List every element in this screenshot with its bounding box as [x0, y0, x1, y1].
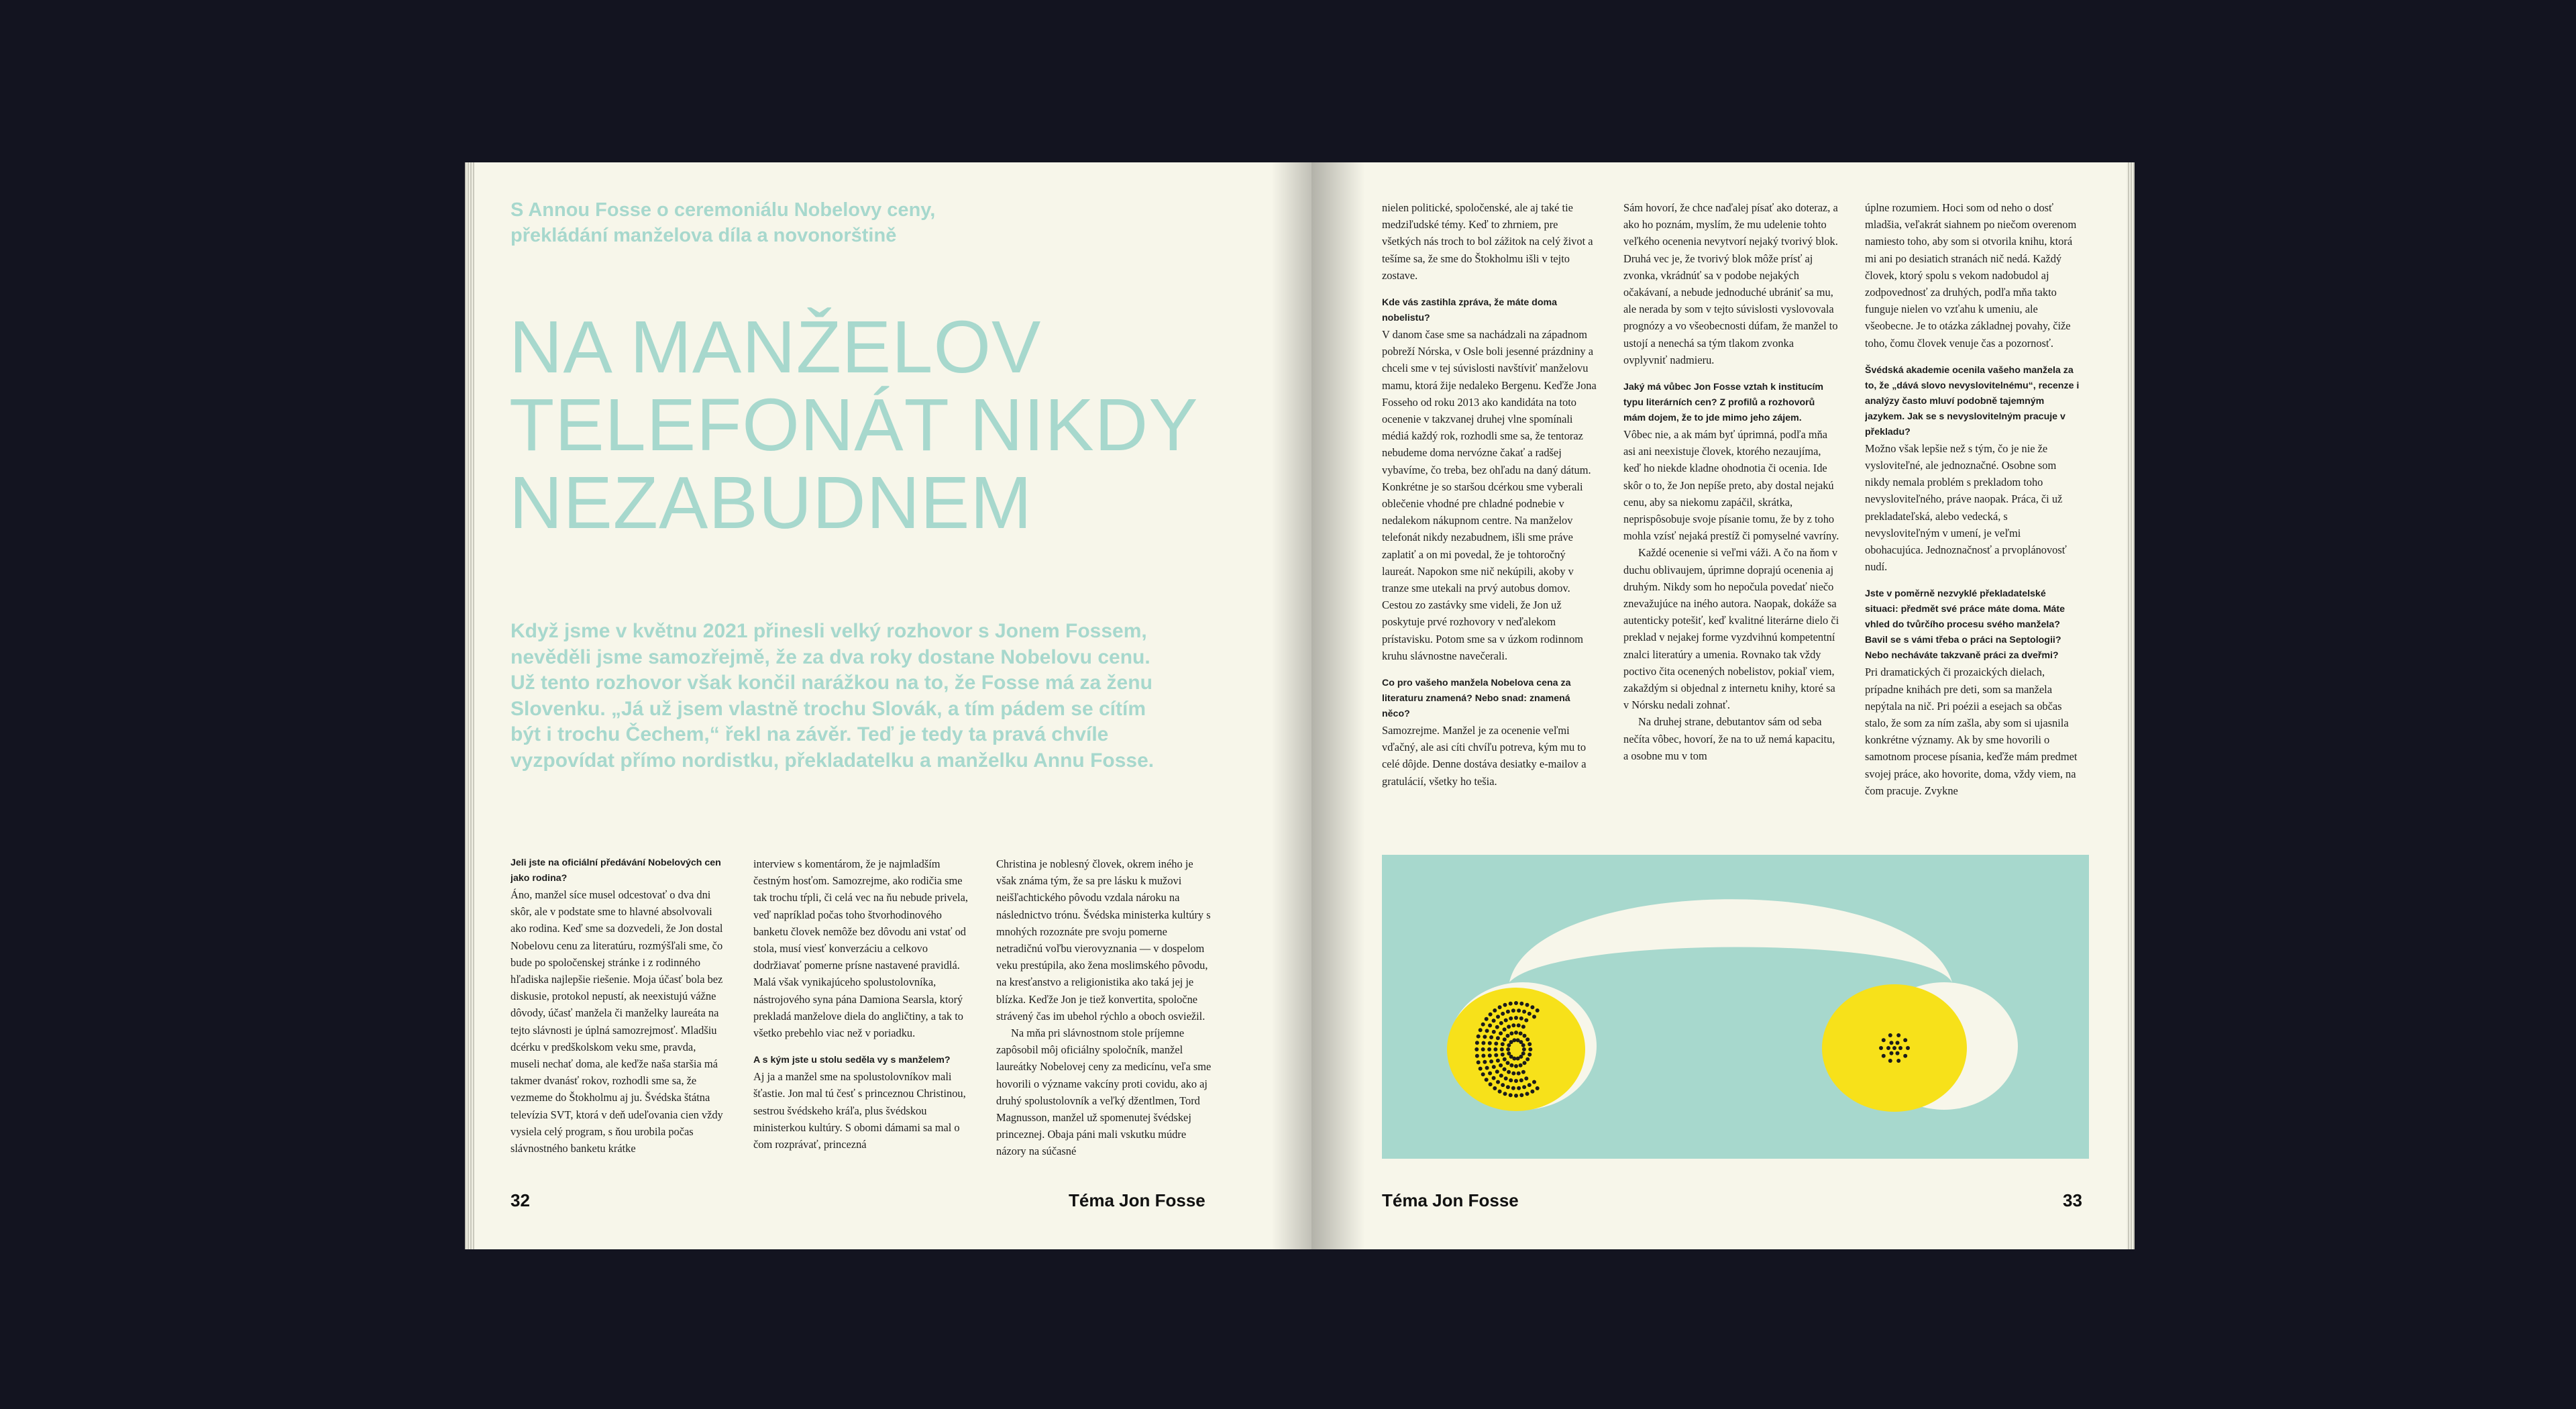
earpiece-hole: [1514, 1016, 1518, 1020]
earpiece-hole: [1496, 1036, 1500, 1040]
earpiece-hole: [1530, 1090, 1534, 1094]
earpiece-hole: [1507, 1051, 1511, 1055]
left-page: [465, 162, 1311, 1249]
earpiece-hole: [1503, 1027, 1507, 1031]
earpiece-hole: [1495, 1025, 1499, 1029]
earpiece: [1447, 988, 1585, 1111]
earpiece-hole: [1522, 1085, 1526, 1089]
interview-answer: Samozrejme. Manžel je za ocenenie veľmi vďačný, ale asi cíti chvíľu potreva, kým mu to celé dôjde. Denne dostáva desiatky e-mailov a gratulácií, všetky ho tešia.: [1382, 724, 1587, 788]
earpiece-hole: [1481, 1072, 1485, 1076]
handset-body: [1509, 899, 1952, 982]
earpiece-hole: [1503, 1067, 1507, 1072]
earpiece-hole: [1494, 1041, 1498, 1045]
earpiece-hole: [1475, 1041, 1479, 1045]
earpiece-hole: [1489, 1035, 1493, 1039]
earpiece-hole: [1496, 1080, 1500, 1084]
earpiece-hole: [1519, 1063, 1523, 1067]
earpiece-hole: [1492, 1019, 1496, 1023]
interview-answer: Vôbec nie, a ak mám byť úprimná, podľa mňa asi ani neexistuje človek, ktorého nezaujíma, keď ho niekde kladne ohodnotia či ocenia. Ide skôr o to, že Jon nepíše preto, aby dostal nejakú cenu, aby sa niekomu zapáčil, skrátka, neprispôsobuje svoje písanie tomu, že by z toho mohla vzísť nejaká prestíž či pomyselné vavríny.: [1623, 428, 1839, 543]
earpiece-hole: [1517, 1072, 1521, 1076]
earpiece-hole: [1493, 1086, 1497, 1090]
interview-answer: Každé ocenenie si veľmi váži. A čo na ňom v duchu oblivaujem, úprimne doprajú ocenenia aj druhým. Nikdy som ho nepočula povedať niečo znevažujúce na iného autora. Naopak, dokáže sa autenticky potešiť, keď kvalitné literárne dielo či preklad v nejakej forme vyzdvihnú kompetentní znalci literatúry a umenia. Rovnako tak vždy poctivo čita ocenených nobelistov, pokiaľ viem, zakaždým si objednal z internetu knihy, ktoré sa v Nórsku nedali zohnať.: [1623, 546, 1839, 712]
earpiece-hole: [1504, 1076, 1508, 1080]
earpiece-hole: [1523, 1061, 1527, 1065]
earpiece-hole: [1507, 1070, 1511, 1074]
earpiece-hole: [1525, 1092, 1529, 1096]
earpiece-hole: [1481, 1054, 1485, 1058]
earpiece-hole: [1528, 1047, 1532, 1051]
mouthpiece-hole: [1898, 1046, 1902, 1050]
mouthpiece-hole: [1882, 1054, 1886, 1058]
earpiece-hole: [1501, 1083, 1505, 1087]
left-column-1: [511, 855, 727, 1157]
earpiece-hole: [1522, 1047, 1526, 1051]
earpiece-hole: [1506, 1085, 1510, 1089]
earpiece-hole: [1527, 1053, 1532, 1057]
earpiece-hole: [1488, 1023, 1492, 1027]
earpiece-hole: [1481, 1023, 1485, 1027]
earpiece-hole: [1485, 1029, 1489, 1033]
earpiece-hole: [1511, 1072, 1515, 1076]
earpiece-hole: [1523, 1034, 1527, 1038]
interview-answer: Na druhej strane, debutantov sám od seba nečíta vôbec, hovorí, že na to už nemá kapacitu, a osobne mu v tom: [1623, 715, 1835, 762]
earpiece-hole: [1519, 1093, 1523, 1097]
earpiece-hole: [1507, 1025, 1511, 1029]
earpiece-hole: [1519, 1016, 1523, 1021]
interview-answer: Pri dramatických či prozaických dielach, prípadne knihách pre deti, som sa manžela nepýtala na nič. Pri poézii a esejach sa občas stalo, že som za ním zašla, aby som si ujasnila konkrétne významy. Ak by sme hovorili o samotnom procese písania, keďže mám predmet svojej práce, ako hovorite, doma, vždy viem, na čom pracuje. Zvykne: [1865, 666, 2078, 797]
earpiece-hole: [1514, 1001, 1518, 1005]
earpiece-hole: [1493, 1047, 1497, 1051]
earpiece-hole: [1536, 1086, 1540, 1090]
earpiece-hole: [1496, 1059, 1500, 1063]
earpiece-hole: [1509, 1093, 1513, 1097]
earpiece-hole: [1514, 1064, 1518, 1068]
earpiece-hole: [1477, 1035, 1481, 1039]
earpiece-hole: [1496, 1014, 1500, 1019]
earpiece-hole: [1521, 1043, 1525, 1047]
earpiece-hole: [1524, 1076, 1528, 1080]
earpiece-hole: [1474, 1047, 1479, 1051]
earpiece-hole: [1512, 1038, 1516, 1042]
earpiece-hole: [1509, 1031, 1513, 1035]
earpiece-hole: [1532, 1014, 1536, 1019]
earpiece-hole: [1509, 1078, 1513, 1082]
interview-question: Jeli jste na oficiální předávání Nobelových cen jako rodina?: [511, 857, 721, 884]
earpiece-hole: [1498, 1005, 1502, 1009]
article-subtitle: S Annou Fosse o ceremoniálu Nobelovy ceny, překládání manželova díla a novonorštině: [511, 199, 936, 246]
right-column-2: [1623, 199, 1839, 798]
earpiece-hole: [1475, 1054, 1479, 1058]
mouthpiece-hole: [1906, 1046, 1910, 1050]
earpiece-hole: [1485, 1017, 1489, 1021]
earpiece-hole: [1499, 1031, 1503, 1035]
mouthpiece-hole: [1892, 1046, 1896, 1050]
earpiece-hole: [1485, 1078, 1489, 1082]
earpiece-hole: [1488, 1053, 1492, 1057]
mouthpiece-hole: [1890, 1051, 1894, 1055]
interview-answer: Možno však lepšie než s tým, čo je nie že vysloviteľné, ale jednoznačné. Osobne som nikdy nemala problém s prekladom toho nevysloviteľného, práve naopak. Práca, či už prekladateľská, alebo vedecká, s nevysloviteľným v umení, je veľmi obohacujúca. Jednoznačnosť a prvoplánovosť nudí.: [1865, 441, 2067, 574]
earpiece-hole: [1503, 1092, 1507, 1096]
earpiece-hole: [1514, 1031, 1518, 1035]
earpiece-hole: [1485, 1066, 1489, 1070]
mouthpiece-hole: [1896, 1041, 1900, 1045]
earpiece-hole: [1517, 1008, 1521, 1012]
earpiece-hole: [1514, 1079, 1518, 1083]
telephone-handset-illustration: [1382, 855, 2089, 1159]
page-number: 33: [2063, 1190, 2082, 1210]
earpiece-hole: [1483, 1060, 1487, 1064]
earpiece-hole: [1479, 1067, 1483, 1071]
earpiece-hole: [1504, 1019, 1508, 1023]
left-column-2: [753, 855, 969, 1157]
earpiece-hole: [1489, 1059, 1493, 1063]
earpiece-hole: [1511, 1086, 1515, 1090]
mouthpiece-hole: [1890, 1041, 1894, 1045]
earpiece-hole: [1501, 1053, 1505, 1057]
earpiece-hole: [1509, 1063, 1513, 1067]
earpiece-hole: [1494, 1053, 1498, 1057]
earpiece-hole: [1527, 1042, 1532, 1046]
mouthpiece-hole: [1903, 1038, 1907, 1042]
earpiece-hole: [1509, 1016, 1513, 1021]
interview-answer: úplne rozumiem. Hoci som od neho o dosť mladšia, veľakrát siahnem po niečom overenom namiesto toho, aby som si otvorila knihu, ktorá mi ani po desiatich stranách nič nedá. Každý človek, ktorý spolu s vekom nadobudol aj zodpovednosť za druhých, podľa mňa takto funguje nielen vo vzťahu k umeniu, ale všeobecne. Je to otázka základnej povahy, čiže toho, čomu človek venuje čas a pozornosť.: [1865, 201, 2077, 350]
interview-question: Co pro vašeho manžela Nobelova cena za literaturu znamená? Nebo snad: znamená něco?: [1382, 678, 1571, 720]
earpiece-hole: [1489, 1012, 1493, 1016]
earpiece-hole: [1495, 1069, 1499, 1074]
mouthpiece-hole: [1896, 1051, 1900, 1055]
earpiece-hole: [1500, 1047, 1504, 1051]
mouthpiece-hole: [1903, 1054, 1907, 1058]
right-column-1: [1382, 199, 1598, 798]
interview-answer: Na mňa pri slávnostnom stole príjemne zapôsobil môj oficiálny spoločník, manžel laureátky Nobelovej ceny za medicínu, veľa sme hovorili o význame vakcíny proti covidu, ako aj druhý spolustolovník a veľký džentlmen, Tord Magnusson, manžel už spomenutej švédskej princeznej. Obaja páni mali vskutku múdre názory na súčasné: [996, 1027, 1212, 1157]
earpiece-hole: [1503, 1037, 1507, 1041]
right-page: [1311, 162, 2135, 1249]
interview-question: Švédská akademie ocenila vašeho manžela za to, že „dává slovo nevyslovitelnému“, recenze i analýzy často mluví podobně tajemným jazykem. Jak se s nevyslovitelným pracuje v překladu?: [1865, 364, 2080, 437]
earpiece-hole: [1481, 1041, 1485, 1045]
mouthpiece-hole: [1896, 1033, 1900, 1037]
article-title: NA MANŽELOV TELEFONÁT NIKDY NEZABUDNEM: [509, 306, 1199, 544]
earpiece-hole: [1506, 1061, 1510, 1065]
interview-answer: nielen politické, spoločenské, ale aj také tie medziľudské témy. Keď to zhrniem, pre všetkých nás troch to bol zážitok na celý život a tešíme sa, že sme do Štokholmu išli v tejto zostave.: [1382, 201, 1593, 282]
earpiece-hole: [1498, 1090, 1502, 1094]
earpiece-hole: [1527, 1083, 1532, 1087]
interview-answer: V danom čase sme sa nachádzali na západnom pobreží Nórska, v Osle boli jesenné prázdniny a chceli sme v tej súvislosti navštíviť manželovu mamu, ktorá žije nedaleko Bergenu. Keďže Jona Fosseho od roku 2013 ako kandidáta na toto ocenenie v takzvanej druhej vlne spomínali médiá každý rok, rozhodli sme sa, že tentoraz nebudeme doma nervózne čakať a radšej vybavíme, čo treba, bez ohľadu na daný dátum. Konkrétne je so staršou dcérkou sme vyberali oblečenie vhodné pre chladné podnebie v nedalekom nákupnom centre. Na manželov telefonát nikdy nezabudnem, išli sme práve zaplatiť a on mi povedal, že je tohtoročný laureát. Napokon sme nič nekúpili, akoby v tranze sme utekali na prvý autobus domov. Cestou zo zastávky sme videli, že Jon už poskytuje prvé rozhovory v neďalekom prístavisku. Potom sme sa v úzkom rodinnom kruhu slávnostne navečerali.: [1382, 328, 1597, 662]
earpiece-hole: [1517, 1086, 1521, 1090]
earpiece-hole: [1521, 1070, 1525, 1074]
earpiece-hole: [1499, 1074, 1503, 1078]
earpiece-hole: [1519, 1002, 1523, 1006]
earpiece-hole: [1525, 1037, 1529, 1041]
earpiece-hole: [1509, 1002, 1513, 1006]
running-head: Téma Jon Fosse: [1069, 1190, 1205, 1210]
earpiece-hole: [1516, 1057, 1520, 1061]
earpiece-hole: [1514, 1094, 1518, 1098]
earpiece-hole: [1522, 1010, 1526, 1014]
right-column-3: [1865, 199, 2081, 798]
earpiece-hole: [1511, 1023, 1515, 1027]
earpiece-hole: [1488, 1041, 1492, 1045]
mouthpiece-hole: [1888, 1033, 1892, 1037]
earpiece-hole: [1483, 1035, 1487, 1039]
interview-question: A s kým jste u stolu seděla vy s manželem?: [753, 1055, 951, 1066]
earpiece-hole: [1503, 1057, 1507, 1061]
earpiece-hole: [1519, 1078, 1523, 1082]
earpiece-hole: [1501, 1042, 1505, 1046]
earpiece-hole: [1487, 1047, 1491, 1051]
earpiece-hole: [1525, 1057, 1529, 1061]
earpiece-hole: [1506, 1010, 1510, 1014]
mouthpiece-hole: [1882, 1038, 1886, 1042]
earpiece-hole: [1521, 1025, 1525, 1029]
mouthpiece-hole: [1888, 1059, 1892, 1063]
mouthpiece-hole: [1886, 1046, 1890, 1050]
earpiece-hole: [1489, 1082, 1493, 1086]
earpiece-hole: [1525, 1003, 1529, 1007]
article-lead: Když jsme v květnu 2021 přinesli velký rozhovor s Jonem Fossem, nevěděli jsme samozřejmě, že za dva roky dostane Nobelovu cenu. Už tento rozhovor však končil narážkou na to, že Fosse má za ženu Slovenku. „Já už jsem vlastně trochu Slovák, a tím pádem se cítím být i trochu Čechem,“ řekl na závěr. Teď je tedy ta pravá chvíle vyzpovídat přímo nordistku, překladatelku a manželku Annu Fosse.: [511, 620, 1155, 772]
earpiece-hole: [1481, 1047, 1485, 1051]
interview-answer: Aj ja a manžel sme na spolustolovníkov mali šťastie. Jon mal tú česť s princeznou Christinou, sestrou švédskeho kráľa, plus švédskou ministerkou kultúry. S obomi dámami sa mal o čom rozprávať, princezná: [753, 1070, 966, 1151]
interview-question: Kde vás zastihla zpráva, že máte doma nobelistu?: [1382, 297, 1558, 324]
interview-answer: Christina je noblesný človek, okrem iného je však známa tým, že sa pre lásku k mužovi neišľachtického pôvodu vzdala nároku na následnictvo trónu. Švédska ministerka kultúry s mnohých rozoznáte pre svoju pomerne netradičnú voľbu vierovyznania — v dospelom veku prestúpila, ako žena moslimského pôvodu, na kresťanstvo a religionistika ako taká jej je blízka. Keďže Jon je tiež konvertita, spoločne strávený čas im ubehol rýchlo a oboch osviežil.: [996, 857, 1211, 1023]
earpiece-hole: [1506, 1047, 1510, 1051]
earpiece-hole: [1519, 1031, 1523, 1035]
page-number: 32: [511, 1190, 530, 1210]
left-column-3: [996, 855, 1212, 1157]
interview-answer: Sám hovorí, že chce naďalej písať ako doteraz, a ako ho poznám, myslím, že mu udelenie tohto veľkého ocenenia nevytvorí nejaký tvorivý blok. Druhá vec je, že tvorivý blok môže prísť aj zvonka, vkrádnúť sa v podobe nejakých očakávaní, a nebude jednoduché ubrániť sa mu, ale nerada by som v tejto súvislosti vyslovovala prognózy a vo všeobecnosti dúfam, že manžel to ustojí a nenechá sa tým tlakom zvonka ovplyvniť nadmieru.: [1623, 201, 1838, 366]
earpiece-hole: [1492, 1030, 1496, 1034]
earpiece-hole: [1499, 1063, 1503, 1067]
earpiece-hole: [1479, 1028, 1483, 1032]
earpiece-hole: [1506, 1034, 1510, 1038]
earpiece-hole: [1488, 1072, 1492, 1076]
mouthpiece-hole: [1879, 1046, 1883, 1050]
earpiece-hole: [1530, 1005, 1534, 1009]
earpiece-hole: [1501, 1012, 1505, 1016]
earpiece-hole: [1492, 1065, 1496, 1069]
earpiece-hole: [1517, 1023, 1521, 1027]
earpiece-hole: [1532, 1080, 1536, 1084]
interview-answer: interview s komentárom, že je najmladším čestným hosťom. Samozrejme, ako rodičia sme tak trochu tŕpli, či celá vec na ňu nebude privela, veď napríklad počas toho štvorhodinového banketu človek nemôže bez dôvodu ani vstať od stola, musí viesť konverzáciu a celkovo dodržiavať pomerne prísne nastavené pravidlá. Malá však vynikajúceho spolustolovníka, nástrojového syna pána Damiona Searsla, ktorý prekladá manželove diela do angličtiny, a tak to všetko prebehlo viac než v poriadku.: [753, 857, 968, 1040]
earpiece-hole: [1499, 1021, 1503, 1025]
interview-question: Jste v poměrně nezvyklé překladatelské situaci: předmět své práce máte doma. Máte vhled do tvůrčího procesu svého manžela? Bavil se s vámi třeba o práci na Septologii? Nebo necháváte takzvaně práci za dveřmi?: [1865, 588, 2065, 662]
page-edge: [465, 162, 474, 1249]
earpiece-hole: [1503, 1003, 1507, 1007]
running-head: Téma Jon Fosse: [1382, 1190, 1519, 1210]
mouthpiece-hole: [1896, 1059, 1900, 1063]
earpiece-hole: [1527, 1012, 1532, 1016]
earpiece-hole: [1524, 1019, 1528, 1023]
earpiece-hole: [1492, 1076, 1496, 1080]
earpiece-hole: [1493, 1008, 1497, 1012]
page-edge: [2127, 162, 2135, 1249]
interview-question: Jaký má vůbec Jon Fosse vztah k institucím typu literárních cen? Z profilů a rozhovorů mám dojem, že to jde mimo jeho zájem.: [1623, 382, 1824, 424]
earpiece-hole: [1536, 1008, 1540, 1012]
earpiece-hole: [1477, 1060, 1481, 1064]
earpiece-hole: [1511, 1008, 1515, 1012]
phone-handset-svg: [1382, 855, 2089, 1159]
interview-answer: Áno, manžel síce musel odcestovať o dva dni skôr, ale v podstate sme to hlavné absolvovali ako rodina. Keď sme sa dozvedeli, že Jon dostal Nobelovu cenu za literatúru, rozmýšľali sme, čo bude po spoločenskej stránke i z rodinného hľadiska najlepšie riešenie. Moja účasť bola bez diskusie, protokol nepustí, ak neexistujú vážne dôvody, účasť manžela či manželky laureáta na tejto slávnosti je úplná samozrejmosť. Mladšiu dcérku v predškolskom veku sme, pravda, museli nechať doma, ale keďže naša staršia má takmer dvanásť rokov, rozhodli sme sa, že vezmeme do Štokholmu aj ju. Švédska štátna televízia SVT, ktorá v deň udeľovania cien vždy vysiela celý program, s ňou urobila počas slávnostného banketu krátke: [511, 888, 723, 1155]
